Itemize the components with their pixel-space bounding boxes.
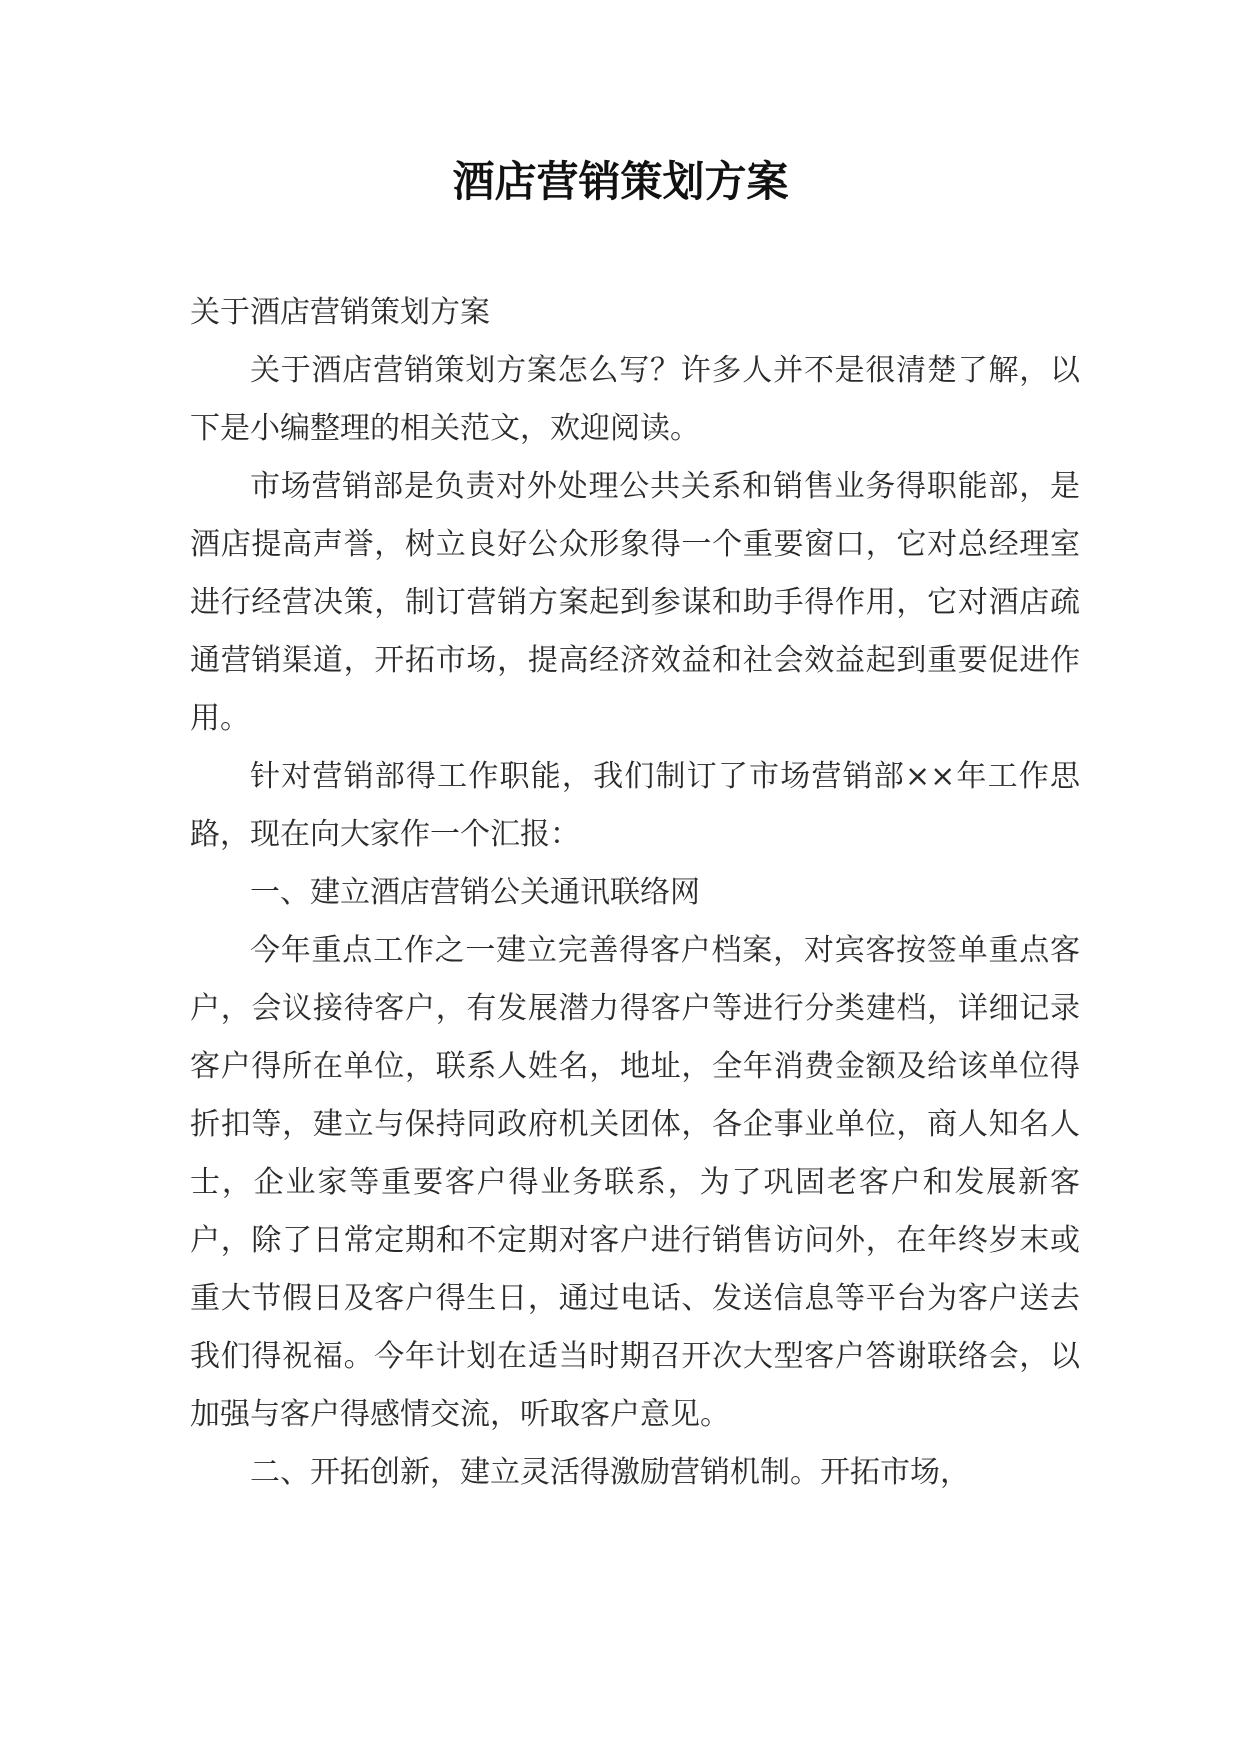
document-body: [190, 284, 1080, 1502]
paragraph-marketing-department: 市场营销部是负责对外处理公共关系和销售业务得职能部，是酒店提高声誉，树立良好公众形象得一个重要窗口，它对总经理室进行经营决策，制订营销方案起到参谋和助手得作用，它对酒店疏通营销渠道，开拓市场，提高经济效益和社会效益起到重要促进作用。: [190, 469, 1080, 736]
document-subtitle: 关于酒店营销策划方案: [190, 295, 490, 330]
section-heading-one: 一、建立酒店营销公关通讯联络网: [250, 875, 700, 910]
section-heading-two: 二、开拓创新，建立灵活得激励营销机制。开拓市场，: [250, 1455, 970, 1490]
document-title: 酒店营销策划方案: [452, 157, 789, 206]
paragraph-customer-archive: 今年重点工作之一建立完善得客户档案，对宾客按签单重点客户，会议接待客户，有发展潜力得客户等进行分类建档，详细记录客户得所在单位，联系人姓名，地址，全年消费金额及给该单位得折扣等，建立与保持同政府机关团体，各企事业单位，商人知名人士，企业家等重要客户得业务联系，为了巩固老客户和发展新客户，除了日常定期和不定期对客户进行销售访问外，在年终岁末或重大节假日及客户得生日，通过电话、发送信息等平台为客户送去我们得祝福。今年计划在适当时期召开次大型客户答谢联络会，以加强与客户得感情交流，听取客户意见。: [190, 933, 1080, 1432]
paragraph-intro: 关于酒店营销策划方案怎么写？许多人并不是很清楚了解，以下是小编整理的相关范文，欢迎阅读。: [190, 353, 1080, 446]
paragraph-work-plan: 针对营销部得工作职能，我们制订了市场营销部××年工作思路，现在向大家作一个汇报：: [190, 759, 1080, 852]
